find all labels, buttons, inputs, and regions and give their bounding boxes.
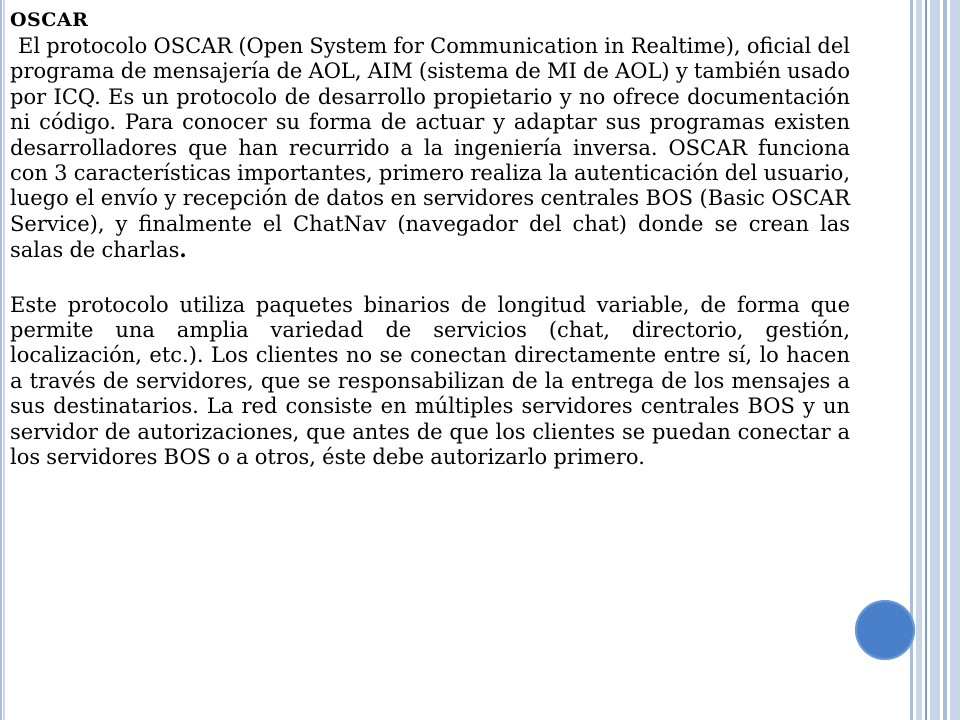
right-rail-bar-2 xyxy=(916,0,922,720)
paragraph-1-end: . xyxy=(179,237,187,263)
paragraph-1 xyxy=(10,34,850,264)
left-rail-bar-outer xyxy=(0,0,2,720)
paragraph-2: Este protocolo utiliza paquetes binarios de longitud variable, de forma que permite una amplia variedad de servicios (chat, directorio, gestión, localización, etc.). Los clientes no se conectan directamente entre sí, lo hacen a través de servidores, que se responsabilizan de la entrega de los mensajes a sus destinatarios. La red consiste en múltiples servidores centrales BOS y un servidor de autorizaciones, que antes de que los clientes se puedan conectar a los servidores BOS o a otros, éste debe autorizarlo primero. xyxy=(10,292,850,470)
paragraph-1-text: El protocolo OSCAR (Open System for Communication in Realtime), oficial del programa de mensajería de AOL, AIM (sistema de MI de AOL) y también usado por ICQ. Es un protocolo de desarrollo propietario y no ofrece documentación ni código. Para conocer su forma de actuar y adaptar sus programas existen desarrolladores que han recurrido a la ingeniería inversa. OSCAR funciona con 3 características importantes, primero realiza la autenticación del usuario, luego el envío y recepción de datos en servidores centrales BOS (Basic OSCAR Service), y finalmente el ChatNav (navegador del chat) donde se crean las salas de charlas xyxy=(10,34,850,263)
right-rail-bar-5 xyxy=(943,0,947,720)
right-rail-bar-1 xyxy=(910,0,913,720)
left-decorative-rail xyxy=(0,0,6,720)
right-decorative-rail xyxy=(910,0,960,720)
decorative-circle xyxy=(855,600,915,660)
slide-content xyxy=(10,6,850,471)
right-rail-bar-6 xyxy=(950,0,960,720)
right-rail-bar-4 xyxy=(930,0,940,720)
slide-heading: OSCAR xyxy=(10,9,89,31)
left-rail-bar-inner xyxy=(3,0,5,720)
right-rail-bar-3 xyxy=(925,0,927,720)
